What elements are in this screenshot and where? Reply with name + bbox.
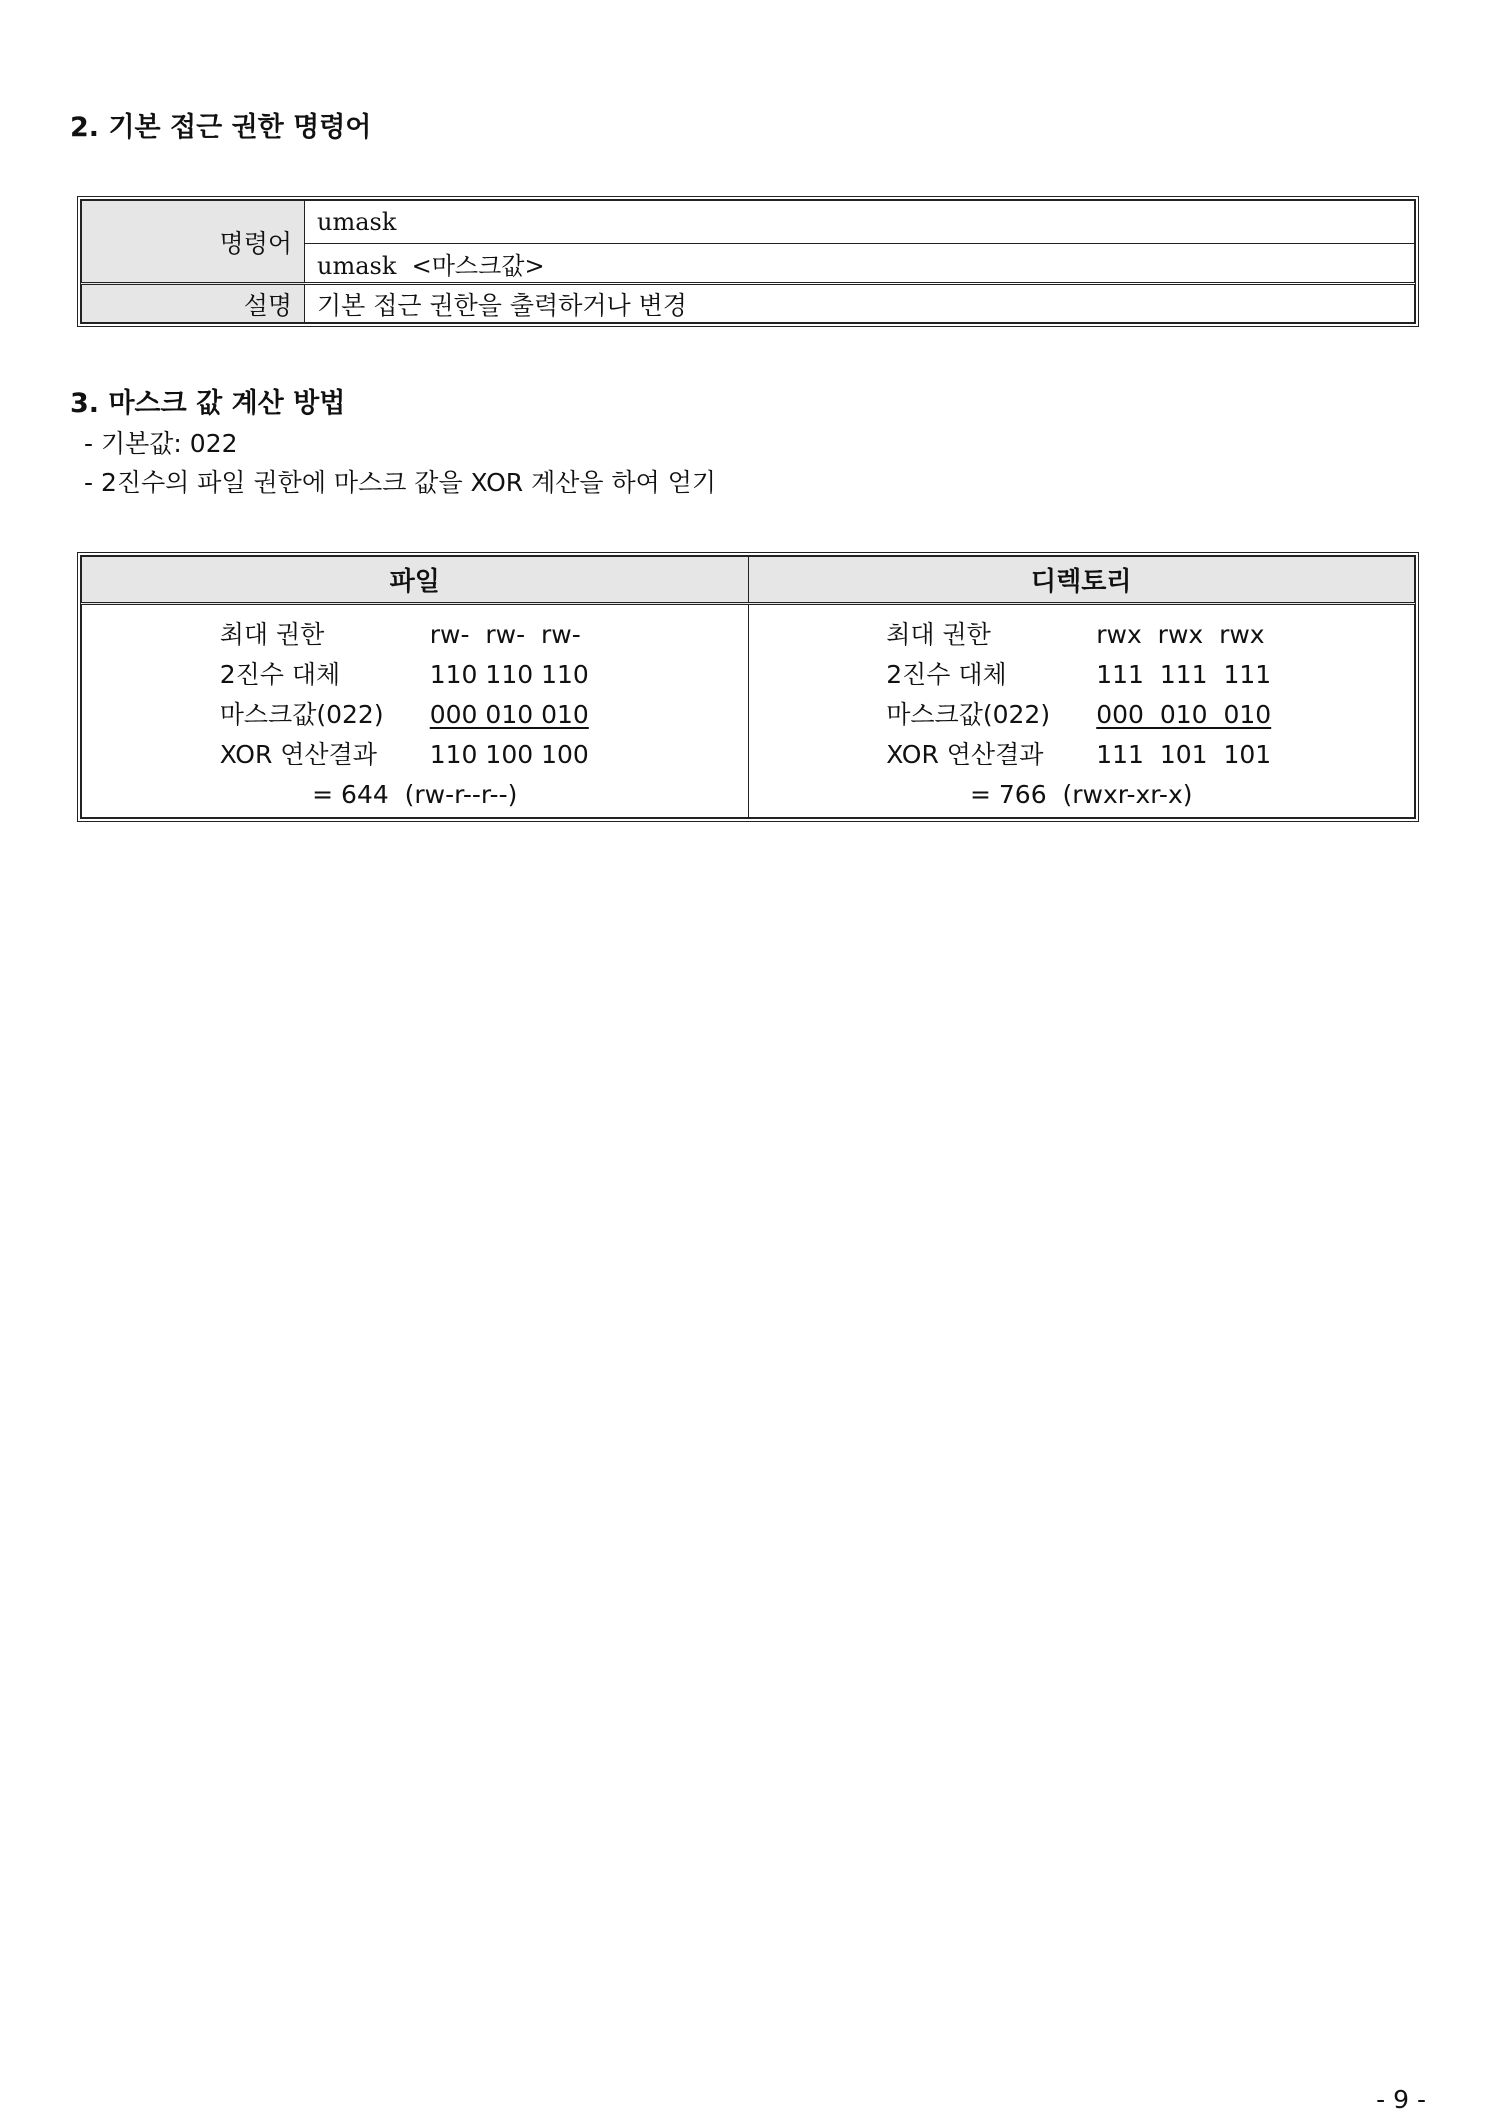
description-label: 설명 — [82, 284, 305, 323]
directory-row-label: 2진수 대체 — [886, 660, 1007, 689]
command-table — [77, 196, 1419, 327]
directory-row-value: rwx rwx rwx — [1096, 620, 1265, 649]
file-row-label: XOR 연산결과 — [219, 740, 377, 769]
file-row-label: 마스크값(022) — [219, 700, 384, 729]
directory-calc-cell — [748, 604, 1415, 818]
directory-row-label: 마스크값(022) — [886, 700, 1051, 729]
file-result: = 644 (rw-r--r--) — [312, 780, 518, 809]
file-row-label: 2진수 대체 — [219, 660, 341, 689]
section-2-title: 2. 기본 접근 권한 명령어 — [70, 112, 372, 143]
file-column-header: 파일 — [82, 557, 749, 604]
page-number: - 9 - — [1376, 2085, 1426, 2114]
file-calc-cell — [82, 604, 749, 818]
directory-column-header: 디렉토리 — [748, 557, 1415, 604]
directory-row-value: 111 101 101 — [1096, 740, 1272, 769]
file-row-value: 000 010 010 — [429, 700, 589, 729]
command-description: 기본 접근 권한을 출력하거나 변경 — [305, 284, 1415, 323]
command-label: 명령어 — [82, 201, 305, 284]
file-row-value: 110 110 110 — [429, 660, 589, 689]
command-usage-2: umask <마스크값> — [305, 244, 1415, 284]
command-usage-1: umask — [305, 201, 1415, 244]
file-row-value: 110 100 100 — [429, 740, 589, 769]
directory-result: = 766 (rwxr-xr-x) — [969, 780, 1193, 809]
bullet-xor-method: - 2진수의 파일 권한에 마스크 값을 XOR 계산을 하여 얻기 — [84, 468, 717, 497]
directory-row-label: XOR 연산결과 — [886, 740, 1044, 769]
bullet-default-value: - 기본값: 022 — [84, 429, 238, 458]
directory-row-label: 최대 권한 — [886, 620, 991, 649]
section-3-title: 3. 마스크 값 계산 방법 — [70, 388, 346, 419]
directory-row-value: 000 010 010 — [1096, 700, 1272, 729]
directory-row-value: 111 111 111 — [1096, 660, 1272, 689]
permission-calc-table — [77, 552, 1419, 822]
file-row-value: rw- rw- rw- — [429, 620, 581, 649]
file-row-label: 최대 권한 — [219, 620, 325, 649]
